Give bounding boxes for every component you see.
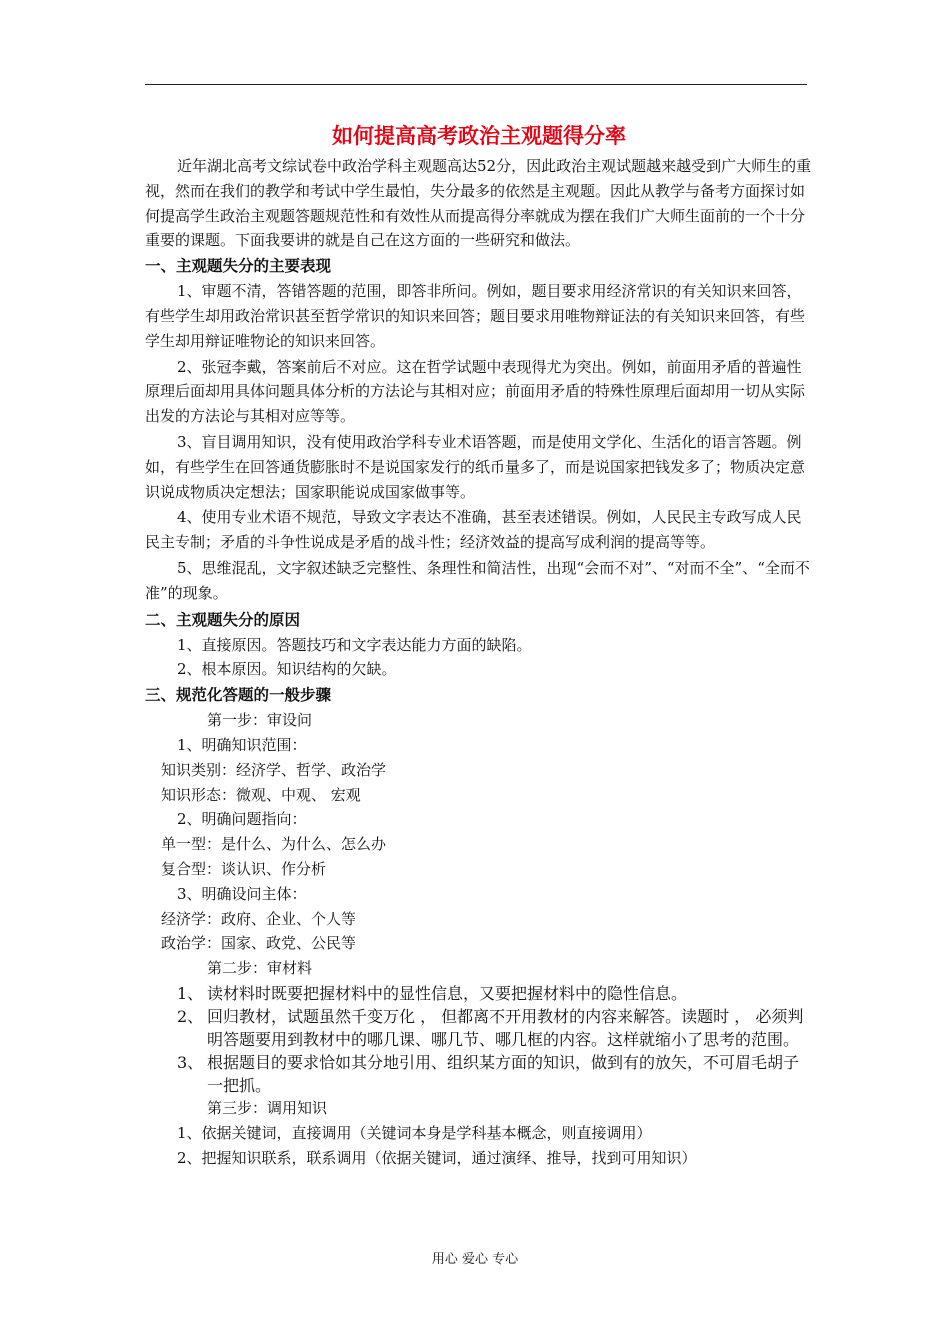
s1-paragraph-5: 5、思维混乱，文字叙述缺乏完整性、条理性和简洁性，出现“会而不对”、“对而不全”、“全而不准”的现象。 xyxy=(145,558,810,602)
step2-item-3 xyxy=(145,1050,813,1096)
step-2: 第二步：审材料 xyxy=(207,959,313,978)
s1-paragraph-1: 1、审题不清，答错答题的范围，即答非所问。例如，题目要求用经济常识的有关知识来回答，有些学生却用政治常识甚至哲学常识的知识来回答；题目要求用唯物辩证法的有关知识来回答，有些学生却用辩证唯物论的知识来回答。 xyxy=(145,282,806,350)
s2-item-2: 2、根本原因。知识结构的欠缺。 xyxy=(177,660,397,679)
list-text: 根据题目的要求恰如其分地引用、组织某方面的知识，做到有的放矢，不可眉毛胡子一把抓。 xyxy=(207,1052,800,1095)
s1-paragraph-2: 2、张冠李戴，答案前后不对应。这在哲学试题中表现得尤为突出。例如，前面用矛盾的普遍性原理后面却用具体问题具体分析的方法论与其相对应；前面用矛盾的特殊性原理后面却用一切从实际出发的方法论与其相对应等等。 xyxy=(145,357,806,426)
list-text: 回归教材，试题虽然千变万化 ， 但都离不开用教材的内容来解答。读题时 ， 必须判明答题要用到教材中的哪几课、哪几节、哪几框的内容。这样就缩小了思考的范围。 xyxy=(207,1006,804,1049)
page-footer: 用心 爱心 专心 xyxy=(431,1252,519,1267)
step1-item-1: 1、明确知识范围： xyxy=(177,735,307,754)
list-number: 1、 xyxy=(177,983,204,1003)
section-heading-2: 二、主观题失分的原因 xyxy=(145,610,301,629)
header-rule xyxy=(145,84,807,85)
s1-paragraph-4: 4、使用专业术语不规范，导致文字表达不准确，甚至表述错误。例如，人民民主专政写成人民民主专制；矛盾的斗争性说成是矛盾的战斗性；经济效益的提高写成利润的提高等等。 xyxy=(145,508,802,552)
intro-paragraph: 近年湖北高考文综试卷中政治学科主观题高达52分，因此政治主观试题越来越受到广大师生的重视，然而在我们的教学和考试中学生最怕，失分最多的依然是主观题。因此从教学与备考方面探讨如何提高学生政治主观题答题规范性和有效性从而提高得分率就成为摆在我们广大师生面前的一个十分重要的课题。下面我要讲的就是自己在这方面的一些研究和做法。 xyxy=(145,157,812,250)
step1-item-2b: 复合型：谈认识、作分析 xyxy=(161,859,327,878)
step-3: 第三步：调用知识 xyxy=(207,1098,328,1117)
step3-item-2: 2、把握知识联系，联系调用（依据关键词，通过演绎、推导，找到可用知识） xyxy=(177,1148,697,1167)
step1-item-3a: 经济学：政府、企业、个人等 xyxy=(161,909,357,928)
document-title: 如何提高高考政治主观题得分率 xyxy=(332,124,626,148)
step1-item-3: 3、明确设问主体： xyxy=(177,884,307,903)
step1-item-1a: 知识类别：经济学、哲学、政治学 xyxy=(161,760,387,779)
list-number: 2、 xyxy=(177,1006,204,1026)
section-heading-1: 一、主观题失分的主要表现 xyxy=(145,257,332,276)
step1-item-3b: 政治学：国家、政党、公民等 xyxy=(161,934,357,953)
step2-item-1 xyxy=(145,981,813,1004)
step1-item-2: 2、明确问题指向： xyxy=(177,810,307,829)
list-number: 3、 xyxy=(177,1052,204,1072)
step3-item-1: 1、依据关键词，直接调用（关键词本身是学科基本概念，则直接调用） xyxy=(177,1123,652,1142)
document-body xyxy=(145,118,813,1170)
step2-item-2 xyxy=(145,1004,813,1050)
section-heading-3: 三、规范化答题的一般步骤 xyxy=(145,686,332,705)
step1-item-2a: 单一型：是什么、为什么、怎么办 xyxy=(161,835,387,854)
s1-paragraph-3: 3、盲目调用知识，没有使用政治学科专业术语答题，而是使用文学化、生活化的语言答题。例如，有些学生在回答通货膨胀时不是说国家发行的纸币量多了，而是说国家把钱发多了；物质决定意识说成物质决定想法；国家职能说成国家做事等。 xyxy=(145,432,806,501)
list-text: 读材料时既要把握材料中的显性信息，又要把握材料中的隐性信息。 xyxy=(207,983,688,1003)
step1-item-1b: 知识形态：微观、中观、 宏观 xyxy=(161,785,361,804)
step-1: 第一步：审设问 xyxy=(207,711,313,730)
s2-item-1: 1、直接原因。答题技巧和文字表达能力方面的缺陷。 xyxy=(177,635,532,654)
